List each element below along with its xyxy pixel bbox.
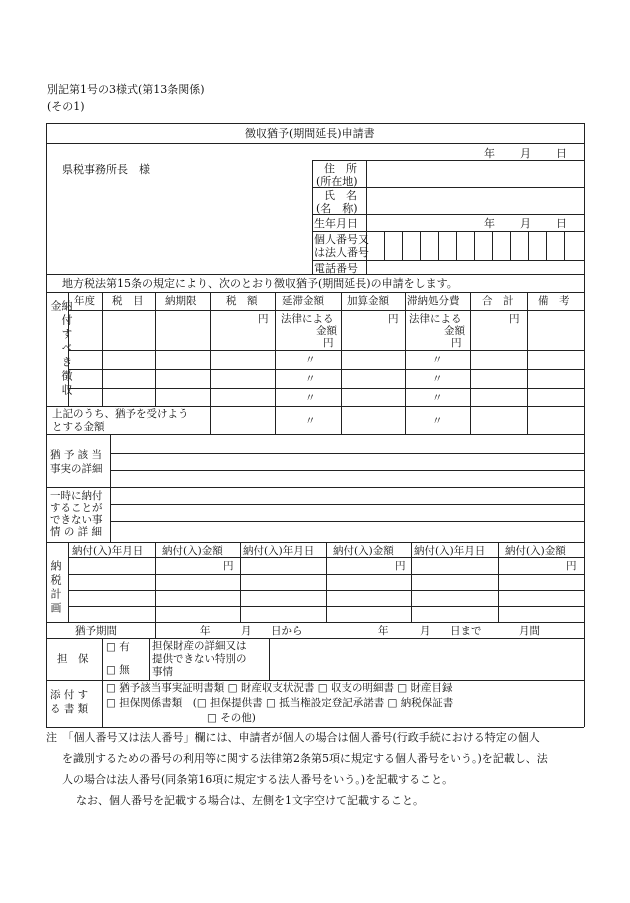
date-day[interactable]: 日 [556,147,567,160]
plan-date-col: 納付(入)年月日 [72,545,144,557]
yen-unit: 円 [323,337,334,349]
company-name-label: (名 称) [316,202,358,215]
plan-date-col: 納付(入)年月日 [243,545,315,557]
ditto-mark: 〃 [305,354,316,366]
security-desc-b: 提供できない特別の [152,653,247,665]
date-year[interactable]: 年 [484,147,495,160]
period-month[interactable]: 月 [241,625,252,637]
note-line-1: 注 「個人番号又は法人番号」欄には、申請者が個人の場合は個人番号(行政手続における特定の個人 [46,731,540,744]
addressee: 県税事務所長 様 [62,163,150,176]
period-year[interactable]: 年 [200,625,211,637]
attachments-row-2[interactable]: □ 担保関係書類 (□ 担保提供書 □ 抵当権設定登記承諾書 □ 納税保証書 [106,697,454,709]
attachments-label-b: る 書 類 [50,703,89,715]
ditto-mark: 〃 [305,415,316,427]
reason-label-c: できない事 [50,514,103,526]
statement: 地方税法第15条の規定により、次のとおり徴収猶予(期間延長)の申請をします。 [62,277,458,290]
form-reference: 別記第1号の3様式(第13条関係) [47,83,205,96]
yen-unit: 円 [223,560,234,572]
col-disposition-fee: 滞納処分費 [407,295,460,307]
note-line-4: なお、個人番号を記載する場合は、左側を1文字空けて記載すること。 [76,794,424,807]
law-amount-a: 法律による [409,313,462,325]
yen-unit: 円 [388,313,399,325]
subtotal-label-a: 上記のうち、猶予を受けよう [52,408,189,420]
security-label: 担 保 [57,653,89,665]
birthdate-label: 生年月日 [314,217,358,230]
birth-month[interactable]: 月 [520,217,531,230]
security-yes-checkbox[interactable]: □ 有 [106,641,130,653]
period-label: 猶予期間 [75,625,117,637]
ditto-mark: 〃 [432,415,443,427]
plan-amount-col: 納付(入)金額 [162,545,223,557]
address-label: 住 所 [324,162,357,175]
security-no-checkbox[interactable]: □ 無 [106,664,130,676]
ditto-mark: 〃 [305,392,316,404]
period-month2[interactable]: 月 [420,625,431,637]
col-tax-amount: 税 額 [226,295,258,307]
tax-table-side-label: 納付すべき徴収金 [49,300,73,398]
security-desc-c: 事情 [152,666,173,678]
law-amount-a: 法律による [281,313,334,325]
form-title: 徴収猶予(期間延長)申請書 [245,127,375,140]
ditto-mark: 〃 [432,373,443,385]
col-total: 合 計 [482,295,514,307]
birth-year[interactable]: 年 [484,217,495,230]
col-additional: 加算金額 [347,295,389,307]
fact-label-b: 事実の詳細 [50,463,103,475]
reason-label-a: 一時に納付 [50,490,103,502]
col-delinquency: 延滞金額 [282,295,324,307]
subtotal-label-b: とする金額 [52,421,105,433]
security-desc-a: 担保財産の詳細又は [152,640,247,652]
law-amount-b: 金額 [316,325,337,337]
ditto-mark: 〃 [432,392,443,404]
phone-label: 電話番号 [314,262,358,275]
col-due-date: 納期限 [165,295,197,307]
note-line-3: 人の場合は法人番号(同条第16項に規定する法人番号をいう。)を記載すること。 [62,773,454,786]
yen-unit: 円 [258,313,269,325]
reason-label-d: 情 の 詳 細 [50,526,103,538]
number-label-b: は法人番号 [314,246,369,259]
period-months: 月間 [519,625,540,637]
col-tax-item: 税 目 [112,295,144,307]
attachments-row-3[interactable]: □ その他) [207,712,256,724]
col-year: 年度 [74,295,95,307]
yen-unit: 円 [451,337,462,349]
birth-day[interactable]: 日 [556,217,567,230]
attachments-label-a: 添 付 す [50,689,89,701]
location-label: (所在地) [316,175,358,188]
reason-label-b: することが [50,502,103,514]
yen-unit: 円 [395,560,406,572]
yen-unit: 円 [566,560,577,572]
plan-amount-col: 納付(入)金額 [333,545,394,557]
col-remarks: 備 考 [538,295,570,307]
yen-unit: 円 [509,313,520,325]
number-label-a: 個人番号又 [314,233,369,246]
period-from: 日から [271,625,303,637]
ditto-mark: 〃 [305,373,316,385]
period-until: 日まで [450,625,482,637]
plan-amount-col: 納付(入)金額 [505,545,566,557]
form-part: (その1) [47,100,85,113]
attachments-row-1[interactable]: □ 猶予該当事実証明書類 □ 財産収支状況書 □ 収支の明細書 □ 財産目録 [106,682,453,694]
name-label: 氏 名 [324,189,357,202]
plan-side-label: 納税計画 [49,560,62,616]
ditto-mark: 〃 [432,354,443,366]
plan-date-col: 納付(入)年月日 [414,545,486,557]
fact-label-a: 猶 予 該 当 [50,449,103,461]
note-line-2: を識別するための番号の利用等に関する法律第2条第5項に規定する個人番号をいう。)を記載し、法 [62,752,548,765]
date-month[interactable]: 月 [520,147,531,160]
law-amount-b: 金額 [444,325,465,337]
period-year2[interactable]: 年 [378,625,389,637]
